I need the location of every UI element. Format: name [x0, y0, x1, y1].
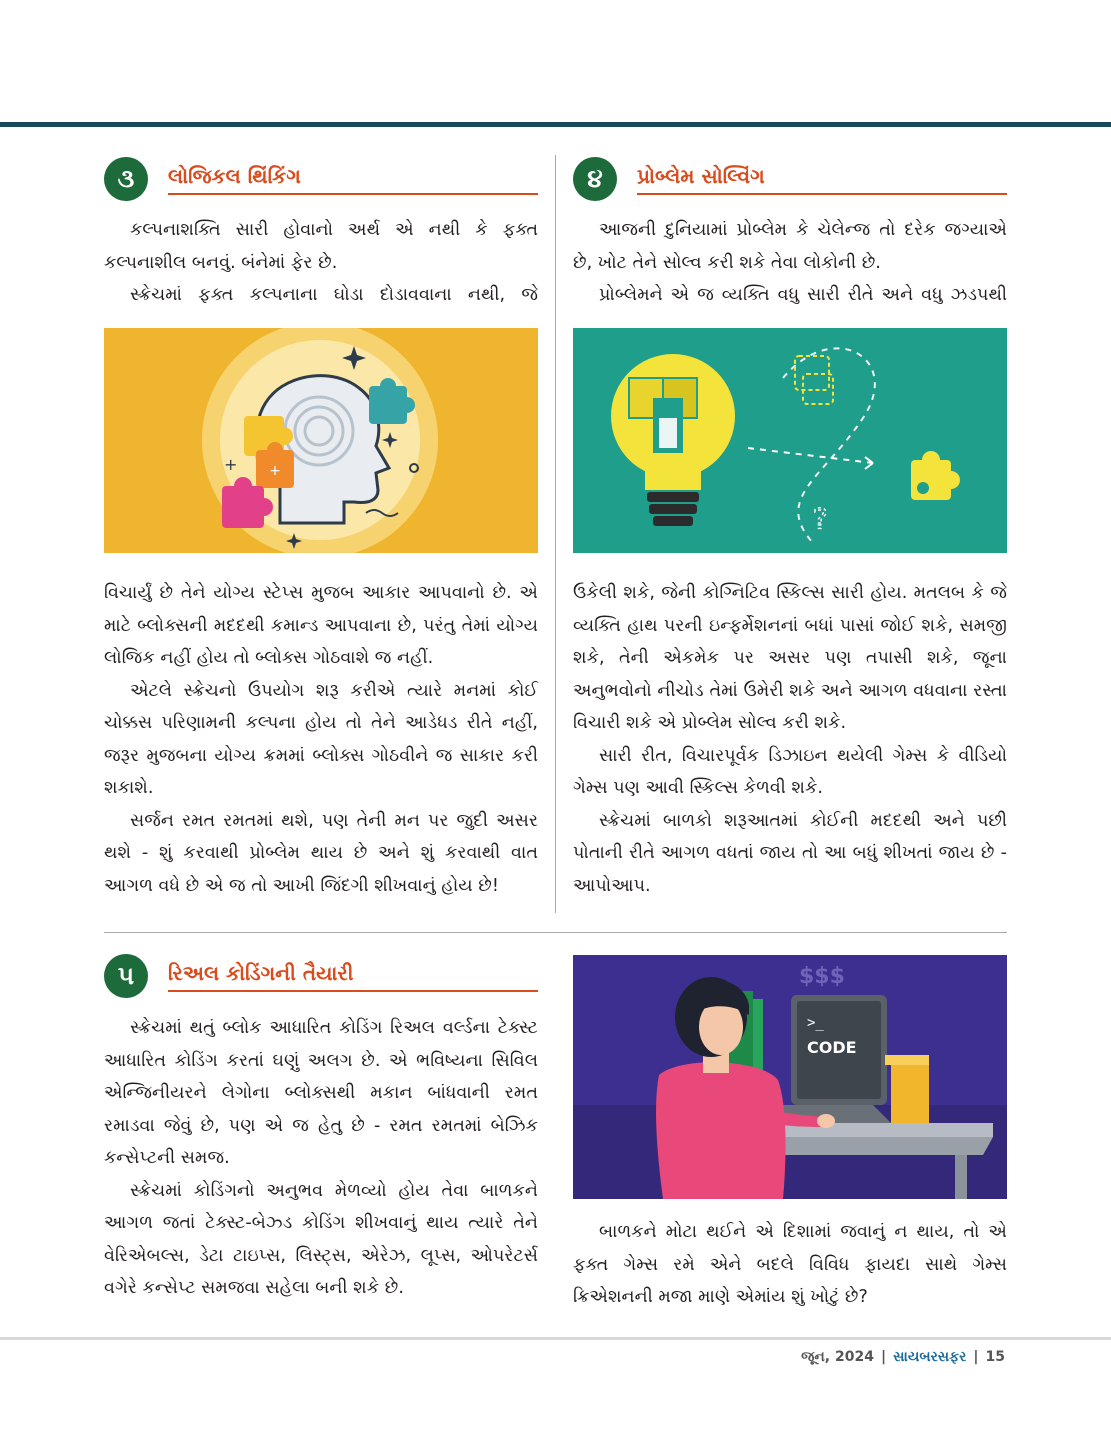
paragraph: પ્રોબ્લેમને એ જ વ્યક્તિ વધુ સારી રીતે અને વધુ ઝડપથી [599, 285, 1007, 305]
section-3-title: લોજિકલ થિંકિંગ [168, 161, 538, 195]
paragraph: સ્ક્રેચમાં કોડિંગનો અનુભવ મેળવ્યો હોય તેવા બાળકને આગળ જતાં ટેક્સ્ટ-બેઝ્ડ કોડિંગ શીખવાનું થાય ત્યારે તેને વેરિએબલ્સ, ડેટા ટાઇપ્સ, લિસ્ટ્સ, એરેઝ, લૂપ્સ, ઓપરેટર્સ વગેરે કન્સેપ્ટ સમજવા સહેલા બની શકે છે. [104, 1180, 538, 1298]
section-5-title: રિઅલ કોડિંગની તૈયારી [168, 958, 538, 992]
paragraph: એટલે સ્ક્રેચનો ઉપયોગ શરૂ કરીએ ત્યારે મનમાં કોઈ ચોક્કસ પરિણામની કલ્પના હોય તો તેને આડેધડ રીતે નહીં, જરૂર મુજબના યોગ્ય ક્રમમાં બ્લોક્સ ગોઠવીને જ સાકાર કરી શકાશે. [104, 680, 538, 798]
footer-magazine: સાયબરસફર [893, 1349, 967, 1365]
logical-thinking-illustration [104, 328, 538, 553]
paragraph: સારી રીત, વિચારપૂર્વક ડિઝાઇન થયેલી ગેમ્સ કે વીડિયો ગેમ્સ પણ આવી સ્કિલ્સ કેળવી શકે. [573, 745, 1007, 798]
section-5-header [104, 954, 538, 998]
coding-kid-illustration [573, 955, 1007, 1199]
paragraph: સર્જન રમત રમતમાં થશે, પણ તેની મન પર જુદી અસર થશે - શું કરવાથી પ્રોબ્લેમ થાય છે અને શું કરવાથી વાત આગળ વધે છે એ જ તો આખી જિંદગી શીખવાનું હોય છે! [104, 810, 538, 896]
top-rule [0, 122, 1111, 127]
footer-separator: | [973, 1349, 979, 1365]
section-5-body [104, 1012, 538, 1305]
page-footer [801, 1349, 1005, 1365]
closing-paragraph [573, 1216, 1007, 1314]
paragraph: બાળકને મોટા થઈને એ દિશામાં જવાનું ન થાય, તો એ ફક્ત ગેમ્સ રમે એને બદલે વિવિધ ફાયદા સાથે ગેમ્સ ક્રિએશનની મજા માણે એમાંય શું ખોટું છે? [573, 1222, 1007, 1307]
paragraph: સ્ક્રેચમાં થતું બ્લોક આધારિત કોડિંગ રિઅલ વર્લ્ડના ટેક્સ્ટ આધારિત કોડિંગ કરતાં ઘણું અલગ છે. એ ભવિષ્યના સિવિલ એન્જિનીયરને લેગોના બ્લોક્સથી મકાન બાંધવાની રમત રમાડવા જેવું છે, પણ એ જ હેતુ છે - રમત રમતમાં બેઝિક કન્સેપ્ટની સમજ. [104, 1018, 538, 1168]
paragraph: સ્ક્રેચમાં બાળકો શરૂઆતમાં કોઈની મદદથી અને પછી પોતાની રીતે આગળ વધતાં જાય તો આ બધું શીખતાં જાય છે - આપોઆપ. [573, 810, 1007, 896]
section-4-header [573, 157, 1007, 201]
laptop-prompt: >_ [807, 1015, 824, 1031]
paragraph: ઉકેલી શકે, જેની કોગ્નિટિવ સ્કિલ્સ સારી હોય. મતલબ કે જે વ્યક્તિ હાથ પરની ઇન્ફર્મેશનનાં બધાં પાસાં જોઈ શકે, સમજી શકે, તેની એકમેક પર અસર પણ તપાસી શકે, જૂના અનુભવોનો નીચોડ તેમાં ઉમેરી શકે અને આગળ વધવાના રસ્તા વિચારી શકે એ પ્રોબ્લેમ સોલ્વ કરી શકે. [573, 583, 1007, 733]
section-5-number: ૫ [104, 954, 148, 998]
svg-text:+: + [269, 463, 281, 479]
section-4-body [573, 577, 1007, 902]
footer-separator: | [880, 1349, 887, 1365]
section-4-number: ૪ [573, 157, 617, 201]
section-3-body [104, 577, 538, 902]
section-3-intro [104, 214, 538, 312]
footer-date: જૂન, 2024 [801, 1349, 874, 1365]
section-4-intro [573, 214, 1007, 312]
section-4-title: પ્રોબ્લેમ સોલ્વિંગ [637, 161, 1007, 195]
paragraph: સ્ક્રેચમાં ફક્ત કલ્પનાના ઘોડા દોડાવવાના નથી, જે [130, 285, 538, 305]
paragraph: આજની દુનિયામાં પ્રોબ્લેમ કે ચેલેન્જ તો દરેક જગ્યાએ છે, ખોટ તેને સોલ્વ કરી શકે તેવા લોકોની છે. [573, 220, 1007, 273]
svg-text:?: ? [813, 502, 828, 535]
section-3-header [104, 157, 538, 201]
money-text: $$$ [799, 964, 845, 989]
svg-text:+: + [224, 455, 238, 474]
column-divider-top [555, 155, 556, 913]
bottom-rule [0, 1337, 1111, 1340]
paragraph: વિચાર્યું છે તેને યોગ્ય સ્ટેપ્સ મુજબ આકાર આપવાનો છે. એ માટે બ્લોક્સની મદદથી કમાન્ડ આપવાના છે, પરંતુ તેમાં યોગ્ય લોજિક નહીં હોય તો બ્લોક્સ ગોઠવાશે જ નહીં. [104, 583, 538, 668]
section-divider [104, 932, 1007, 933]
page-number: 15 [985, 1349, 1005, 1365]
problem-solving-illustration [573, 328, 1007, 553]
laptop-screen-text: CODE [807, 1038, 857, 1057]
paragraph: કલ્પનાશક્તિ સારી હોવાનો અર્થ એ નથી કે ફક્ત કલ્પનાશીલ બનવું. બંનેમાં ફેર છે. [104, 220, 538, 273]
section-3-number: ૩ [104, 157, 148, 201]
